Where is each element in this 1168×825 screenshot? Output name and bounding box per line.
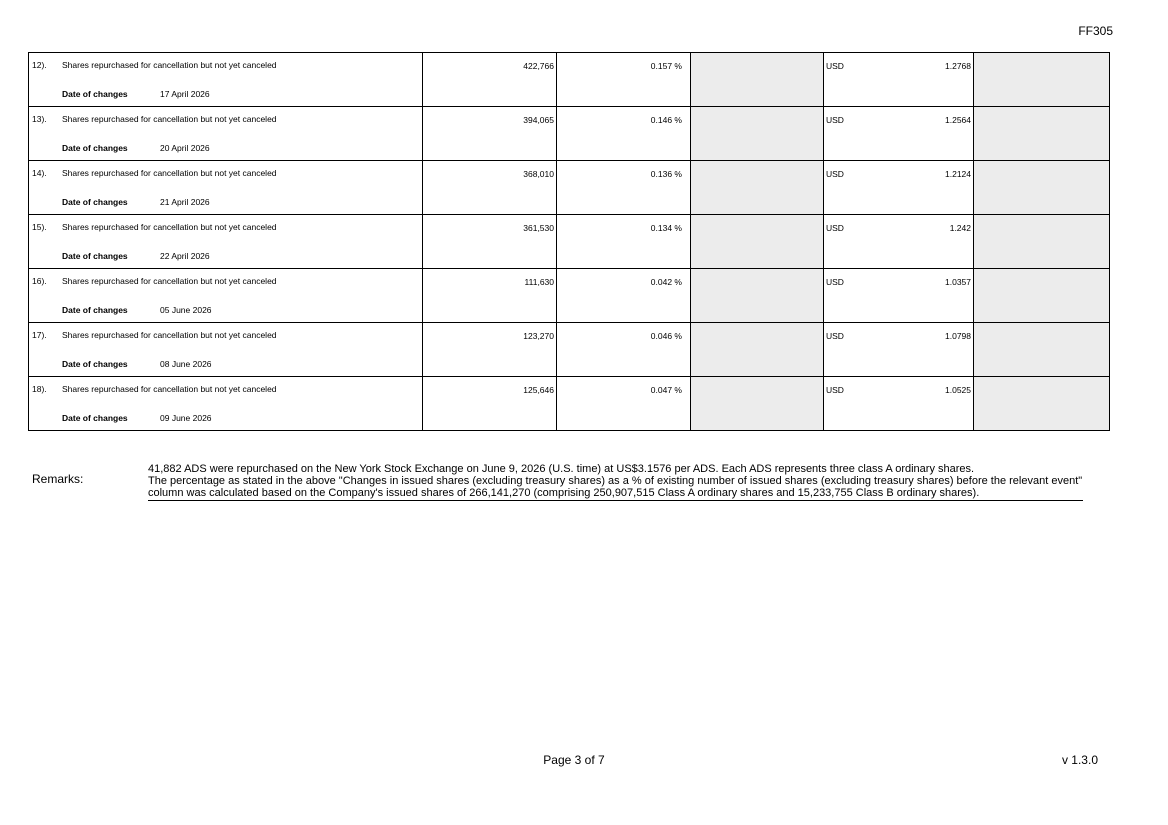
- shares-cell: 111,630: [423, 269, 557, 323]
- percent-cell: 0.134 %: [557, 215, 691, 269]
- shaded-cell: [974, 215, 1110, 269]
- date-of-changes-label: Date of changes: [62, 413, 128, 423]
- percent-cell: 0.042 %: [557, 269, 691, 323]
- row-number: 16).: [32, 276, 47, 286]
- table-row: [29, 323, 1110, 377]
- shaded-cell: [691, 323, 824, 377]
- price-value: 1.2564: [945, 115, 971, 125]
- price-cell: [824, 53, 974, 107]
- row-description: Shares repurchased for cancellation but not yet canceled: [62, 168, 277, 178]
- shaded-cell: [691, 215, 824, 269]
- date-of-changes-value: 09 June 2026: [160, 413, 212, 423]
- price-cell: [824, 269, 974, 323]
- price-cell: [824, 323, 974, 377]
- date-of-changes-label: Date of changes: [62, 359, 128, 369]
- price-cell: [824, 161, 974, 215]
- row-description: Shares repurchased for cancellation but not yet canceled: [62, 330, 277, 340]
- table-row: [29, 53, 1110, 107]
- remarks-paragraph: The percentage as stated in the above "Changes in issued shares (excluding treasury shares) as a % of existing number of issued shares (excluding treasury shares) before the relevant event" column was calculated based on the Company's issued shares of 266,141,270 (comprising 250,907,515 Class A ordinary shares and 15,233,755 Class B ordinary shares).: [148, 475, 1083, 499]
- row-description: Shares repurchased for cancellation but not yet canceled: [62, 60, 277, 70]
- row-number: 18).: [32, 384, 47, 394]
- price-cell: [824, 107, 974, 161]
- date-of-changes-label: Date of changes: [62, 251, 128, 261]
- table-row: [29, 377, 1110, 431]
- currency-code: USD: [826, 385, 844, 395]
- shares-cell: 123,270: [423, 323, 557, 377]
- percent-cell: 0.136 %: [557, 161, 691, 215]
- date-of-changes-label: Date of changes: [62, 143, 128, 153]
- shaded-cell: [974, 323, 1110, 377]
- row-number: 17).: [32, 330, 47, 340]
- description-cell: [29, 215, 423, 269]
- price-cell: [824, 215, 974, 269]
- share-changes-table: [28, 52, 1110, 431]
- row-description: Shares repurchased for cancellation but not yet canceled: [62, 222, 277, 232]
- shaded-cell: [974, 377, 1110, 431]
- shaded-cell: [691, 377, 824, 431]
- row-number: 15).: [32, 222, 47, 232]
- price-value: 1.0525: [945, 385, 971, 395]
- price-value: 1.242: [949, 223, 971, 233]
- description-cell: [29, 107, 423, 161]
- date-of-changes-label: Date of changes: [62, 197, 128, 207]
- page-number: Page 3 of 7: [543, 753, 605, 767]
- shaded-cell: [974, 269, 1110, 323]
- percent-cell: 0.157 %: [557, 53, 691, 107]
- row-description: Shares repurchased for cancellation but not yet canceled: [62, 276, 277, 286]
- percent-cell: 0.046 %: [557, 323, 691, 377]
- shares-cell: 422,766: [423, 53, 557, 107]
- currency-code: USD: [826, 61, 844, 71]
- shaded-cell: [691, 107, 824, 161]
- date-of-changes-label: Date of changes: [62, 89, 128, 99]
- row-number: 14).: [32, 168, 47, 178]
- table-row: [29, 215, 1110, 269]
- price-value: 1.0798: [945, 331, 971, 341]
- price-value: 1.0357: [945, 277, 971, 287]
- date-of-changes-value: 20 April 2026: [160, 143, 210, 153]
- remarks-body: [148, 463, 1083, 501]
- price-value: 1.2768: [945, 61, 971, 71]
- description-cell: [29, 161, 423, 215]
- shaded-cell: [974, 161, 1110, 215]
- table-row: [29, 161, 1110, 215]
- row-description: Shares repurchased for cancellation but not yet canceled: [62, 384, 277, 394]
- currency-code: USD: [826, 223, 844, 233]
- date-of-changes-value: 21 April 2026: [160, 197, 210, 207]
- form-code: FF305: [1078, 24, 1113, 38]
- currency-code: USD: [826, 277, 844, 287]
- shaded-cell: [691, 269, 824, 323]
- shares-cell: 361,530: [423, 215, 557, 269]
- shares-cell: 125,646: [423, 377, 557, 431]
- currency-code: USD: [826, 115, 844, 125]
- remarks-paragraph: 41,882 ADS were repurchased on the New York Stock Exchange on June 9, 2026 (U.S. time) at US$3.1576 per ADS. Each ADS represents three class A ordinary shares.: [148, 463, 975, 475]
- date-of-changes-label: Date of changes: [62, 305, 128, 315]
- date-of-changes-value: 17 April 2026: [160, 89, 210, 99]
- row-number: 13).: [32, 114, 47, 124]
- shaded-cell: [974, 53, 1110, 107]
- percent-cell: 0.146 %: [557, 107, 691, 161]
- date-of-changes-value: 08 June 2026: [160, 359, 212, 369]
- price-value: 1.2124: [945, 169, 971, 179]
- share-changes-table-body: [29, 53, 1110, 431]
- shaded-cell: [691, 161, 824, 215]
- currency-code: USD: [826, 169, 844, 179]
- version-label: v 1.3.0: [1061, 753, 1098, 767]
- description-cell: [29, 53, 423, 107]
- description-cell: [29, 323, 423, 377]
- row-number: 12).: [32, 60, 47, 70]
- date-of-changes-value: 22 April 2026: [160, 251, 210, 261]
- remarks-label: Remarks:: [32, 472, 84, 486]
- shaded-cell: [974, 107, 1110, 161]
- currency-code: USD: [826, 331, 844, 341]
- shaded-cell: [691, 53, 824, 107]
- shares-cell: 394,065: [423, 107, 557, 161]
- row-description: Shares repurchased for cancellation but not yet canceled: [62, 114, 277, 124]
- percent-cell: 0.047 %: [557, 377, 691, 431]
- table-row: [29, 107, 1110, 161]
- price-cell: [824, 377, 974, 431]
- description-cell: [29, 377, 423, 431]
- table-row: [29, 269, 1110, 323]
- shares-cell: 368,010: [423, 161, 557, 215]
- date-of-changes-value: 05 June 2026: [160, 305, 212, 315]
- description-cell: [29, 269, 423, 323]
